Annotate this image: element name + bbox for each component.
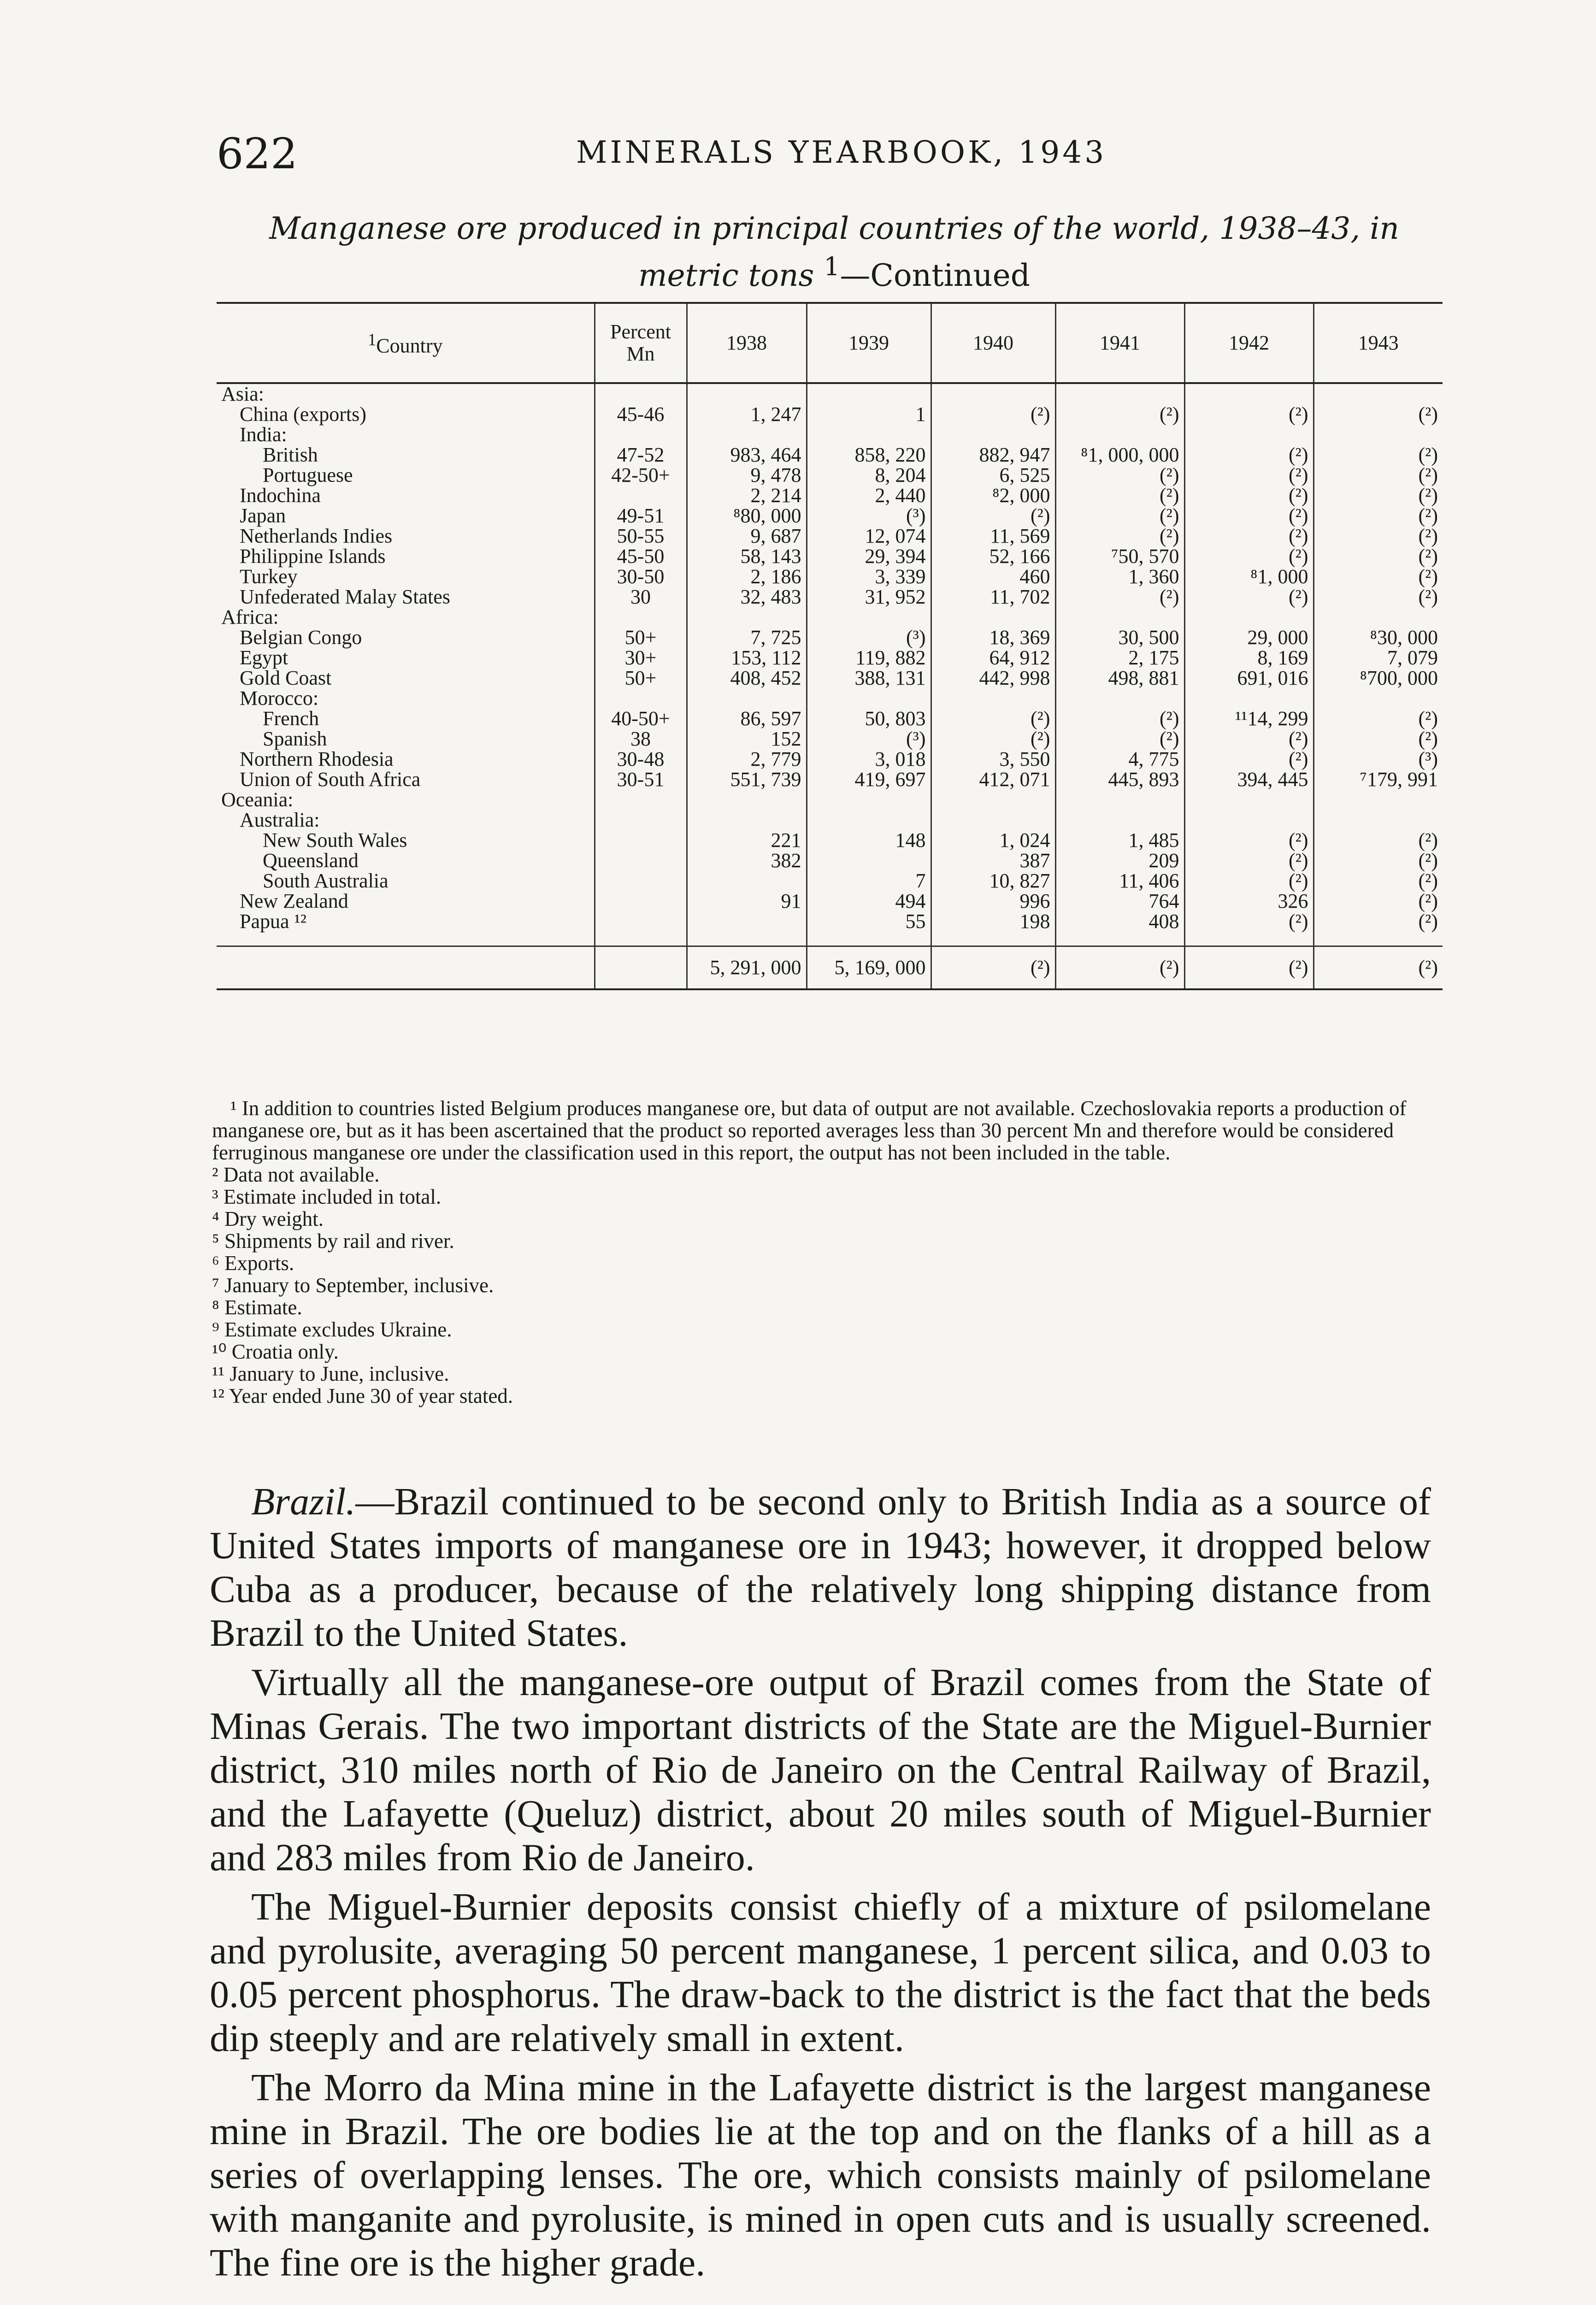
value-cell: 3, 018 — [807, 749, 931, 769]
value-cell: 152 — [687, 729, 807, 749]
value-cell: 12, 074 — [807, 526, 931, 546]
column-header: 1940 — [931, 303, 1055, 383]
footnote: ¹¹ January to June, inclusive. — [212, 1362, 449, 1385]
footnote: ¹ In addition to countries listed Belgium produces manganese ore, but data of output are not available. Czechoslovakia reports a production of manganese ore, but as it has been ascertained that the product so reported averages less than 30 percent Mn and therefore would be considered ferruginous manganese ore under the classification used in this report, the output has not been included in the table. — [212, 1097, 1407, 1164]
percent-cell: 30-51 — [595, 769, 687, 790]
percent-cell — [595, 830, 687, 851]
column-header: $^1$Country — [217, 303, 595, 383]
footnote: ⁹ Estimate excludes Ukraine. — [212, 1318, 452, 1341]
value-cell: ⁸700, 000 — [1313, 668, 1443, 688]
table-row — [217, 425, 1443, 445]
value-cell: 1 — [807, 404, 931, 425]
value-cell: (²) — [1313, 851, 1443, 871]
table-row — [217, 830, 1443, 851]
value-cell: 9, 478 — [687, 465, 807, 485]
value-cell: (²) — [1184, 465, 1313, 485]
table-row — [217, 769, 1443, 790]
percent-cell: 38 — [595, 729, 687, 749]
footnote: ⁷ January to September, inclusive. — [212, 1274, 494, 1297]
country-cell: Africa: — [221, 606, 279, 628]
table-group-row — [217, 383, 1443, 404]
value-cell: 86, 597 — [687, 709, 807, 729]
value-cell: 4, 775 — [1055, 749, 1184, 769]
value-cell: (²) — [1313, 567, 1443, 587]
value-cell: 996 — [931, 891, 1055, 911]
table-row — [217, 810, 1443, 830]
value-cell — [807, 790, 931, 810]
percent-cell: 30-48 — [595, 749, 687, 769]
percent-cell: 50-55 — [595, 526, 687, 546]
value-cell — [1184, 607, 1313, 627]
value-cell — [931, 607, 1055, 627]
percent-cell — [595, 485, 687, 506]
country-cell: Belgian Congo — [240, 626, 362, 649]
value-cell: (²) — [1055, 729, 1184, 749]
value-cell: (²) — [1184, 485, 1313, 506]
footnotes — [212, 1097, 1443, 1407]
value-cell: (²) — [1313, 445, 1443, 465]
value-cell: 6, 525 — [931, 465, 1055, 485]
country-cell: Union of South Africa — [240, 768, 421, 791]
value-cell: 498, 881 — [1055, 668, 1184, 688]
value-cell: 2, 186 — [687, 567, 807, 587]
value-cell — [1055, 688, 1184, 709]
value-cell: 394, 445 — [1184, 769, 1313, 790]
value-cell — [687, 871, 807, 891]
total-cell: (²) — [931, 946, 1055, 990]
value-cell: (²) — [1184, 851, 1313, 871]
value-cell: (²) — [1313, 526, 1443, 546]
value-cell — [1055, 425, 1184, 445]
value-cell: (²) — [1313, 546, 1443, 567]
value-cell: (³) — [807, 729, 931, 749]
value-cell: 2, 440 — [807, 485, 931, 506]
value-cell: (²) — [1184, 911, 1313, 932]
value-cell — [1184, 810, 1313, 830]
table-spacer-row — [217, 932, 1443, 946]
value-cell: 32, 483 — [687, 587, 807, 607]
value-cell: 91 — [687, 891, 807, 911]
value-cell — [1055, 607, 1184, 627]
column-header: 1941 — [1055, 303, 1184, 383]
footnote: ⁶ Exports. — [212, 1252, 294, 1275]
value-cell — [1184, 383, 1313, 404]
country-cell: Unfederated Malay States — [240, 585, 450, 608]
footnote: ⁵ Shipments by rail and river. — [212, 1229, 454, 1253]
value-cell: (²) — [1184, 587, 1313, 607]
country-cell: Portuguese — [263, 464, 353, 486]
value-cell: (²) — [1184, 871, 1313, 891]
paragraph: The Miguel-Burnier deposits consist chiefly of a mixture of psilomelane and pyrolusite, averaging 50 percent manganese, 1 percent silica, and 0.03 to 0.05 percent phosphorus. The draw-back to the district is the fact that the beds dip steeply and are relatively small in extent. — [210, 1885, 1431, 2060]
value-cell: (³) — [807, 506, 931, 526]
value-cell: ⁸1, 000, 000 — [1055, 445, 1184, 465]
percent-cell — [595, 871, 687, 891]
value-cell — [807, 851, 931, 871]
value-cell — [1313, 607, 1443, 627]
value-cell: (²) — [931, 404, 1055, 425]
value-cell: 7 — [807, 871, 931, 891]
value-cell — [1055, 790, 1184, 810]
value-cell: (²) — [1184, 729, 1313, 749]
total-cell: (²) — [1055, 946, 1184, 990]
value-cell: 1, 360 — [1055, 567, 1184, 587]
value-cell — [807, 425, 931, 445]
table-row — [217, 465, 1443, 485]
value-cell: 3, 339 — [807, 567, 931, 587]
manganese-production-table — [217, 302, 1443, 990]
value-cell — [1055, 810, 1184, 830]
country-cell: Papua ¹² — [240, 910, 306, 933]
value-cell: 408 — [1055, 911, 1184, 932]
percent-cell — [595, 425, 687, 445]
value-cell: 2, 779 — [687, 749, 807, 769]
value-cell: 64, 912 — [931, 648, 1055, 668]
value-cell: 50, 803 — [807, 709, 931, 729]
column-header: 1938 — [687, 303, 807, 383]
column-header: Percent Mn — [595, 303, 687, 383]
value-cell: (²) — [1313, 587, 1443, 607]
value-cell: (²) — [1313, 485, 1443, 506]
country-cell: Egypt — [240, 646, 289, 669]
value-cell: 858, 220 — [807, 445, 931, 465]
value-cell: (²) — [931, 506, 1055, 526]
value-cell: 31, 952 — [807, 587, 931, 607]
country-cell: Turkey — [240, 565, 298, 588]
value-cell: (²) — [1055, 465, 1184, 485]
table-row — [217, 546, 1443, 567]
value-cell: ⁷50, 570 — [1055, 546, 1184, 567]
percent-cell: 45-46 — [595, 404, 687, 425]
value-cell: 11, 569 — [931, 526, 1055, 546]
value-cell: (²) — [931, 729, 1055, 749]
table-header-row — [217, 303, 1443, 383]
value-cell — [687, 425, 807, 445]
value-cell: 387 — [931, 851, 1055, 871]
percent-cell: 47-52 — [595, 445, 687, 465]
percent-cell: 50+ — [595, 668, 687, 688]
value-cell — [1184, 688, 1313, 709]
column-header: 1939 — [807, 303, 931, 383]
value-cell: 388, 131 — [807, 668, 931, 688]
percent-cell — [595, 911, 687, 932]
percent-cell — [595, 810, 687, 830]
table-caption — [217, 210, 1452, 295]
value-cell — [1313, 790, 1443, 810]
table-row — [217, 506, 1443, 526]
page-number: 622 — [217, 129, 298, 178]
footnote: ² Data not available. — [212, 1163, 380, 1186]
percent-cell: 50+ — [595, 627, 687, 648]
table-row — [217, 911, 1443, 932]
value-cell: ⁸1, 000 — [1184, 567, 1313, 587]
total-cell: 5, 291, 000 — [687, 946, 807, 990]
value-cell — [1184, 425, 1313, 445]
value-cell: 198 — [931, 911, 1055, 932]
value-cell: 764 — [1055, 891, 1184, 911]
value-cell: (²) — [1055, 485, 1184, 506]
table-row — [217, 688, 1443, 709]
body-text — [210, 1480, 1431, 2290]
caption-continued: —Continued — [840, 258, 1031, 293]
table-row — [217, 485, 1443, 506]
value-cell: 30, 500 — [1055, 627, 1184, 648]
value-cell: (³) — [1313, 749, 1443, 769]
value-cell: 3, 550 — [931, 749, 1055, 769]
value-cell: 153, 112 — [687, 648, 807, 668]
table-group-row — [217, 790, 1443, 810]
value-cell: 148 — [807, 830, 931, 851]
value-cell: 209 — [1055, 851, 1184, 871]
value-cell: ¹¹14, 299 — [1184, 709, 1313, 729]
country-cell: Oceania: — [221, 788, 294, 811]
footnote: ⁸ Estimate. — [212, 1296, 302, 1319]
country-cell: Morocco: — [240, 687, 319, 709]
value-cell: (²) — [1055, 587, 1184, 607]
footnote: ¹² Year ended June 30 of year stated. — [212, 1384, 513, 1407]
value-cell: (²) — [1055, 506, 1184, 526]
country-cell: Japan — [240, 504, 286, 527]
value-cell: (²) — [1313, 871, 1443, 891]
value-cell — [931, 425, 1055, 445]
percent-cell: 49-51 — [595, 506, 687, 526]
value-cell: 11, 702 — [931, 587, 1055, 607]
value-cell: 18, 369 — [931, 627, 1055, 648]
percent-cell — [595, 383, 687, 404]
country-cell: New Zealand — [240, 890, 348, 912]
value-cell: 29, 000 — [1184, 627, 1313, 648]
value-cell: ⁸2, 000 — [931, 485, 1055, 506]
country-cell: Queensland — [263, 849, 359, 872]
value-cell: (²) — [1313, 729, 1443, 749]
percent-cell — [595, 688, 687, 709]
value-cell — [687, 688, 807, 709]
value-cell — [807, 607, 931, 627]
value-cell: (²) — [1055, 526, 1184, 546]
value-cell: (²) — [1184, 445, 1313, 465]
country-cell: British — [263, 443, 318, 466]
value-cell — [687, 607, 807, 627]
value-cell: 1, 485 — [1055, 830, 1184, 851]
paragraph-brazil: Brazil.—Brazil continued to be second only to British India as a source of United States imports of manganese ore in 1943; however, it dropped below Cuba as a producer, because of the relatively long shipping distance from Brazil to the United States. — [210, 1480, 1431, 1655]
value-cell: ⁷179, 991 — [1313, 769, 1443, 790]
value-cell — [1313, 810, 1443, 830]
value-cell: (²) — [1184, 546, 1313, 567]
value-cell: (²) — [1055, 709, 1184, 729]
value-cell: 983, 464 — [687, 445, 807, 465]
value-cell: 691, 016 — [1184, 668, 1313, 688]
value-cell: 7, 725 — [687, 627, 807, 648]
value-cell: (²) — [1184, 526, 1313, 546]
value-cell — [1313, 425, 1443, 445]
value-cell: 10, 827 — [931, 871, 1055, 891]
value-cell — [807, 688, 931, 709]
value-cell: (²) — [1184, 830, 1313, 851]
value-cell: (²) — [1313, 506, 1443, 526]
value-cell: 2, 214 — [687, 485, 807, 506]
table-row — [217, 668, 1443, 688]
table-body — [217, 383, 1443, 989]
value-cell — [1313, 383, 1443, 404]
value-cell: (³) — [807, 627, 931, 648]
footnote: ³ Estimate included in total. — [212, 1185, 442, 1208]
paragraph: The Morro da Mina mine in the Lafayette district is the largest manganese mine in Brazil. The ore bodies lie at the top and on the flanks of a hill as a series of overlapping lenses. The ore, which consists mainly of psilomelane with manganite and pyrolusite, is mined in open cuts and is usually screened. The fine ore is the higher grade. — [210, 2066, 1431, 2284]
value-cell: 408, 452 — [687, 668, 807, 688]
value-cell: 882, 947 — [931, 445, 1055, 465]
value-cell: 442, 998 — [931, 668, 1055, 688]
value-cell — [1055, 383, 1184, 404]
value-cell: 9, 687 — [687, 526, 807, 546]
country-cell: Indochina — [240, 484, 321, 507]
total-cell: (²) — [1313, 946, 1443, 990]
value-cell: 494 — [807, 891, 931, 911]
value-cell — [931, 688, 1055, 709]
column-header: 1942 — [1184, 303, 1313, 383]
value-cell — [931, 383, 1055, 404]
value-cell: ⁸80, 000 — [687, 506, 807, 526]
percent-cell: 30+ — [595, 648, 687, 668]
value-cell — [931, 790, 1055, 810]
value-cell: (²) — [1313, 891, 1443, 911]
value-cell: 7, 079 — [1313, 648, 1443, 668]
country-cell: Asia: — [221, 383, 264, 405]
table-row — [217, 851, 1443, 871]
country-footnote-ref: 1 — [367, 330, 377, 349]
country-cell: Australia: — [240, 809, 320, 831]
section-runin-heading: Brazil. — [251, 1480, 356, 1523]
footnote: ¹⁰ Croatia only. — [212, 1340, 339, 1363]
value-cell — [807, 383, 931, 404]
table-row — [217, 891, 1443, 911]
country-cell: Northern Rhodesia — [240, 748, 394, 770]
value-cell: 8, 169 — [1184, 648, 1313, 668]
value-cell — [931, 810, 1055, 830]
value-cell: (²) — [1313, 709, 1443, 729]
percent-cell: 40-50+ — [595, 709, 687, 729]
column-header: 1943 — [1313, 303, 1443, 383]
value-cell: (²) — [1313, 830, 1443, 851]
value-cell: (²) — [1184, 506, 1313, 526]
value-cell: 2, 175 — [1055, 648, 1184, 668]
manganese-table-container — [217, 302, 1443, 990]
value-cell: (²) — [1313, 911, 1443, 932]
percent-cell: 45-50 — [595, 546, 687, 567]
table-row — [217, 567, 1443, 587]
table-total-row — [217, 946, 1443, 990]
value-cell: (²) — [1055, 404, 1184, 425]
table-row — [217, 871, 1443, 891]
country-cell: Gold Coast — [240, 667, 332, 689]
value-cell: ⁸30, 000 — [1313, 627, 1443, 648]
caption-footnote-ref: 1 — [824, 252, 840, 281]
caption-title: Manganese ore produced in principal countries of the world, 1938–43, in metric tons — [269, 211, 1399, 293]
country-cell: South Australia — [263, 869, 389, 892]
footnote: ⁴ Dry weight. — [212, 1207, 324, 1230]
country-cell: New South Wales — [263, 829, 407, 851]
table-row — [217, 587, 1443, 607]
table-group-row — [217, 607, 1443, 627]
value-cell: 551, 739 — [687, 769, 807, 790]
table-row — [217, 404, 1443, 425]
country-cell: China (exports) — [240, 403, 366, 426]
value-cell: 460 — [931, 567, 1055, 587]
value-cell: 221 — [687, 830, 807, 851]
percent-cell — [595, 851, 687, 871]
table-row — [217, 526, 1443, 546]
country-cell: Netherlands Indies — [240, 525, 393, 547]
total-cell — [595, 946, 687, 990]
table-row — [217, 709, 1443, 729]
value-cell — [687, 790, 807, 810]
value-cell — [687, 810, 807, 830]
value-cell: 8, 204 — [807, 465, 931, 485]
value-cell: (²) — [1313, 404, 1443, 425]
value-cell: (²) — [1184, 404, 1313, 425]
percent-cell: 30-50 — [595, 567, 687, 587]
table-row — [217, 749, 1443, 769]
value-cell — [807, 810, 931, 830]
page-header — [217, 129, 1433, 184]
value-cell: 326 — [1184, 891, 1313, 911]
total-label-cell — [217, 946, 595, 990]
value-cell: 119, 882 — [807, 648, 931, 668]
value-cell: 58, 143 — [687, 546, 807, 567]
value-cell: 29, 394 — [807, 546, 931, 567]
percent-cell — [595, 790, 687, 810]
value-cell: (²) — [931, 709, 1055, 729]
table-row — [217, 648, 1443, 668]
country-cell: French — [263, 707, 319, 730]
percent-cell — [595, 607, 687, 627]
paragraph: Virtually all the manganese-ore output of Brazil comes from the State of Minas Gerais. The two important districts of the State are the Miguel-Burnier district, 310 miles north of Rio de Janeiro on the Central Railway of Brazil, and the Lafayette (Queluz) district, about 20 miles south of Miguel-Burnier and 283 miles from Rio de Janeiro. — [210, 1661, 1431, 1879]
country-cell: Spanish — [263, 727, 327, 750]
value-cell: 55 — [807, 911, 931, 932]
value-cell: (²) — [1184, 749, 1313, 769]
percent-cell — [595, 891, 687, 911]
percent-cell: 42-50+ — [595, 465, 687, 485]
value-cell: 11, 406 — [1055, 871, 1184, 891]
value-cell — [687, 911, 807, 932]
percent-cell: 30 — [595, 587, 687, 607]
value-cell: 382 — [687, 851, 807, 871]
running-head: MINERALS YEARBOOK, 1943 — [576, 135, 1107, 170]
table-row — [217, 445, 1443, 465]
value-cell — [1313, 688, 1443, 709]
value-cell: 445, 893 — [1055, 769, 1184, 790]
value-cell — [687, 383, 807, 404]
value-cell — [1184, 790, 1313, 810]
table-row — [217, 729, 1443, 749]
total-cell: 5, 169, 000 — [807, 946, 931, 990]
value-cell: 1, 247 — [687, 404, 807, 425]
table-row — [217, 627, 1443, 648]
total-cell: (²) — [1184, 946, 1313, 990]
value-cell: (²) — [1313, 465, 1443, 485]
value-cell: 52, 166 — [931, 546, 1055, 567]
country-cell: Philippine Islands — [240, 545, 386, 567]
value-cell: 1, 024 — [931, 830, 1055, 851]
value-cell: 419, 697 — [807, 769, 931, 790]
country-cell: India: — [240, 423, 287, 446]
value-cell: 412, 071 — [931, 769, 1055, 790]
